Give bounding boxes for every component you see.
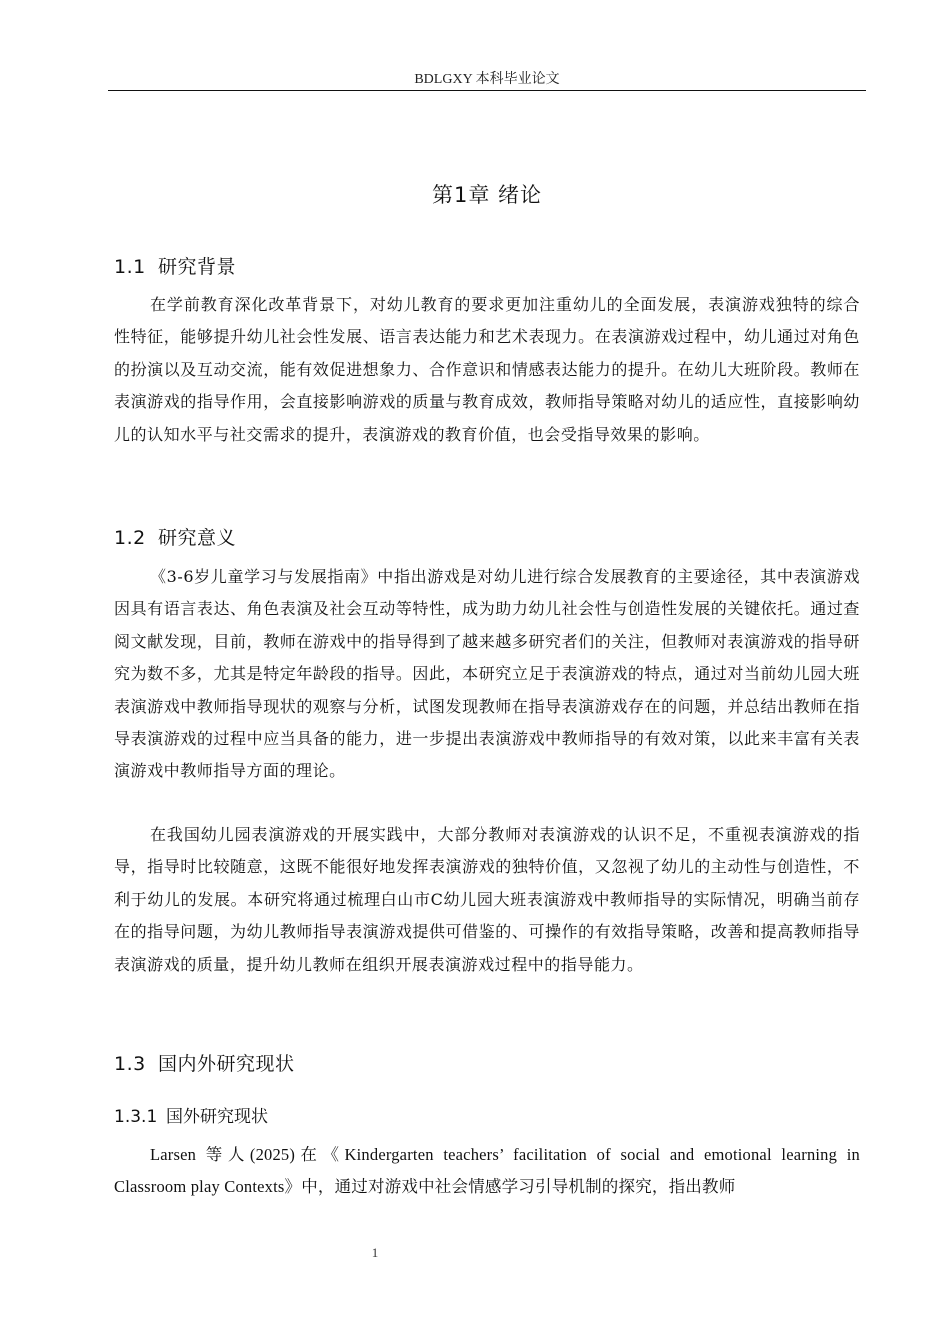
section-heading-1-1 — [114, 252, 236, 279]
chapter-title: 第1章 绪论 — [431, 183, 543, 207]
paragraph-foreign-research: Larsen 等人(2025)在《Kindergarten teachers’ facilitation of social and emotional learning in Classroom play Contexts》中，通过对游戏中社会情感学习引导机制的探究，指出教师 — [114, 1145, 860, 1197]
header-divider — [108, 90, 866, 91]
paragraph-background: 在学前教育深化改革背景下，对幼儿教育的要求更加注重幼儿的全面发展，表演游戏独特的综合性特征，能够提升幼儿社会性发展、语言表达能力和艺术表现力。在表演游戏过程中，幼儿通过对角色的扮演以及互动交流，能有效促进想象力、合作意识和情感表达能力的提升。在幼儿大班阶段。教师在表演游戏的指导作用，会直接影响游戏的质量与教育成效，教师指导策略对幼儿的适应性，直接影响幼儿的认知水平与社交需求的提升，表演游戏的教育价值，也会受指导效果的影响。 — [114, 295, 860, 444]
section-number: 1.3 — [114, 1053, 146, 1075]
page-number: 1 — [371, 1245, 379, 1260]
paragraph-significance-1: 《3-6岁儿童学习与发展指南》中指出游戏是对幼儿进行综合发展教育的主要途径，其中表演游戏因具有语言表达、角色表演及社会互动等特性，成为助力幼儿社会性与创造性发展的关键依托。通过查阅文献发现，目前，教师在游戏中的指导得到了越来越多研究者们的关注，但教师对表演游戏的指导研究为数不多，尤其是特定年龄段的指导。因此，本研究立足于表演游戏的特点，通过对当前幼儿园大班表演游戏中教师指导现状的观察与分析，试图发现教师在指导表演游戏存在的问题，并总结出教师在指导表演游戏的过程中应当具备的能力，进一步提出表演游戏中教师指导的有效对策，以此来丰富有关表演游戏中教师指导方面的理论。 — [114, 567, 860, 781]
section-heading-1-2 — [114, 523, 236, 550]
section-title: 研究意义 — [158, 527, 237, 549]
section-number: 1.1 — [114, 256, 146, 278]
paragraph-significance-2: 在我国幼儿园表演游戏的开展实践中，大部分教师对表演游戏的认识不足，不重视表演游戏的指导，指导时比较随意，这既不能很好地发挥表演游戏的独特价值，又忽视了幼儿的主动性与创造性，不利于幼儿的发展。本研究将通过梳理白山市C幼儿园大班表演游戏中教师指导的实际情况，明确当前存在的指导问题，为幼儿教师指导表演游戏提供可借鉴的、可操作的有效指导策略，改善和提高教师指导表演游戏的质量，提升幼儿教师在组织开展表演游戏过程中的指导能力。 — [114, 825, 860, 974]
subsection-heading-1-3-1 — [114, 1102, 268, 1127]
running-header: BDLGXY 本科毕业论文 — [414, 72, 560, 87]
section-title: 研究背景 — [158, 256, 237, 278]
subsection-number: 1.3.1 — [114, 1107, 158, 1127]
section-number: 1.2 — [114, 527, 146, 549]
section-title: 国内外研究现状 — [158, 1053, 295, 1075]
subsection-title: 国外研究现状 — [166, 1107, 268, 1127]
section-heading-1-3 — [114, 1049, 295, 1076]
